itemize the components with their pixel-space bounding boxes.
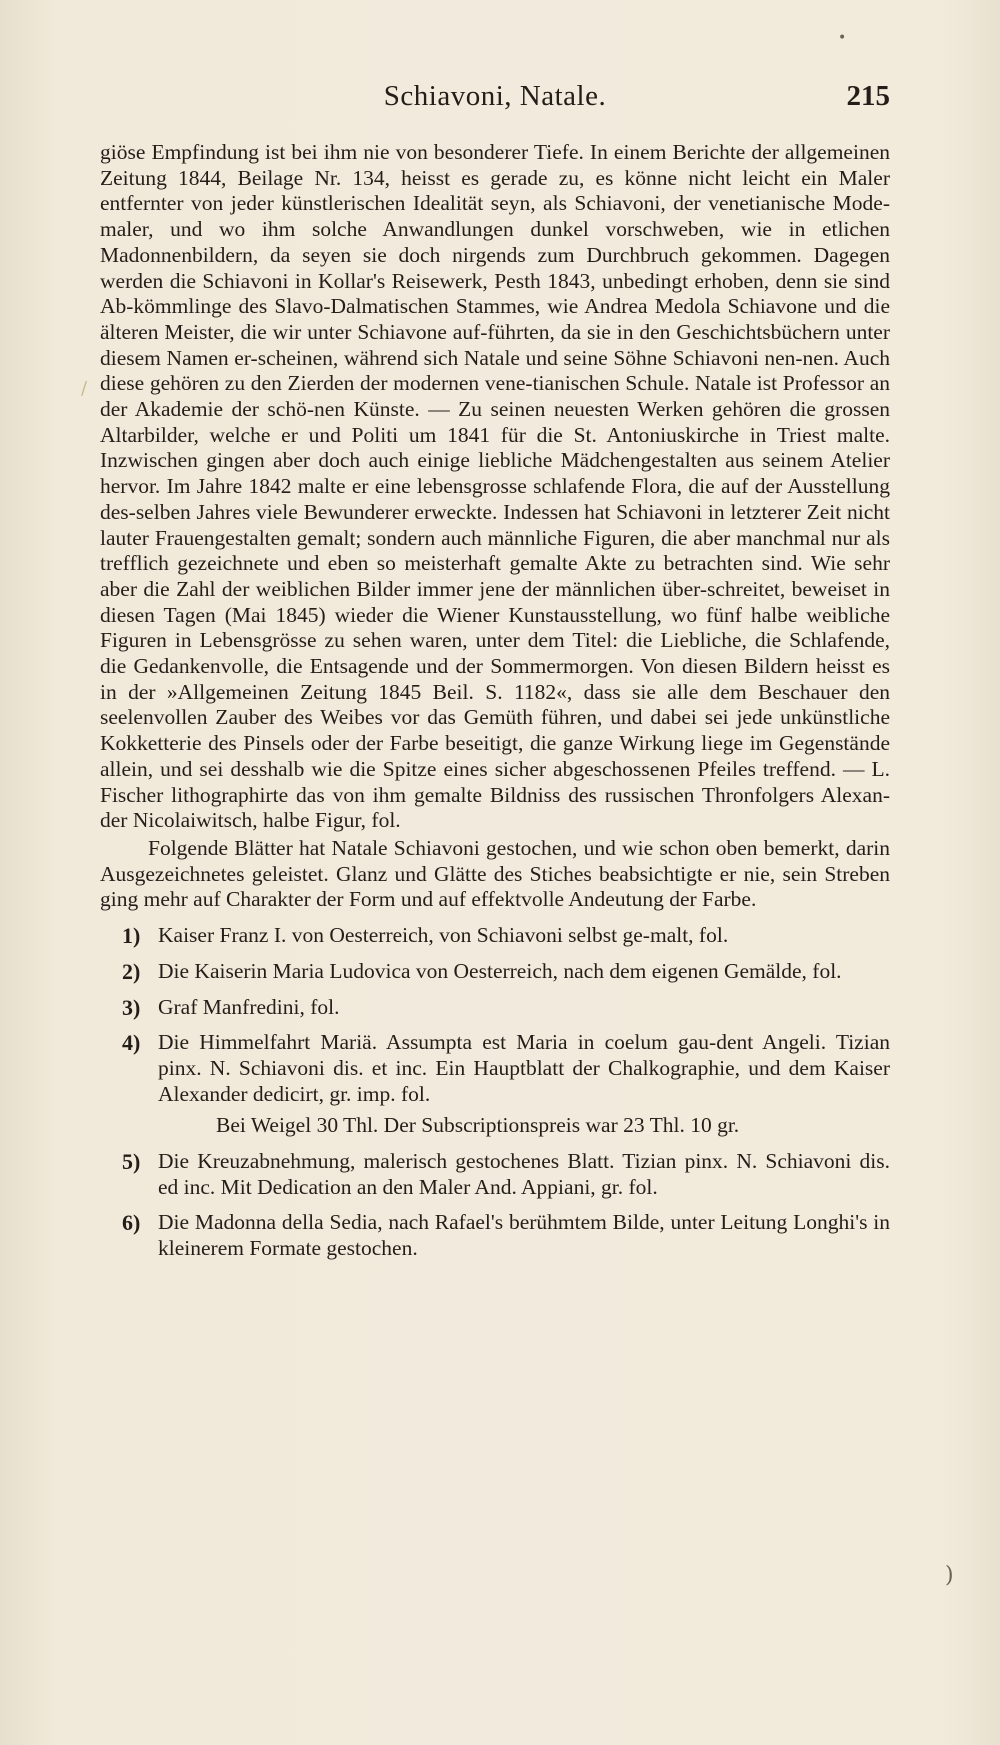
page-number: 215 — [846, 80, 890, 112]
paragraph-biography: giöse Empfindung ist bei ihm nie von besonderer Tiefe. In einem Berichte der allgemeinen Zeitung 1844, Beilage Nr. 134, heisst es gerade zu, es könne nicht leicht ein Maler entfernter von jeder künstlerischen Idealität seyn, als Schiavoni, der venetianische Mode-maler, und wo ihm solche Anwandlungen dunkel vorschweben, wie in etlichen Madonnenbildern, da seyen sie doch nirgends zum Durchbruch gekommen. Dagegen werden die Schiavoni in Kollar's Reisewerk, Pesth 1843, unbedingt erhoben, denn sie sind Ab-kömmlinge des Slavo-Dalmatischen Stammes, wie Andrea Medola Schiavone und die älteren Meister, die wir unter Schiavone auf-führten, da sie in den Geschichtsbüchern unter diesem Namen er-scheinen, während sich Natale und seine Söhne Schiavoni nen-nen. Auch diese gehören zu den Zierden der modernen vene-tianischen Schule. Natale ist Professor an der Akademie der schö-nen Künste. — Zu seinen neuesten Werken gehören die grossen Altarbilder, welche er und Politi um 1841 für die St. Antoniuskirche in Triest malte. Inzwischen gingen aber doch auch einige liebliche Mädchengestalten aus seinem Atelier hervor. Im Jahre 1842 malte er eine lebensgrosse schlafende Flora, die auf der Ausstellung des-selben Jahres viele Bewunderer erweckte. Indessen hat Schiavoni in letzterer Zeit nicht lauter Frauengestalten gemalt; sondern auch männliche Figuren, die aber manchmal nur als trefflich gezeichnete und eben so meisterhaft gemalte Akte zu betrachten sind. Wie sehr aber die Zahl der weiblichen Bilder immer jene der männlichen über-schreitet, beweiset in diesen Tagen (Mai 1845) wieder die Wiener Kunstausstellung, wo fünf halbe weibliche Figuren in Lebensgrösse zu sehen waren, unter dem Titel: die Liebliche, die Schlafende, die Gedankenvolle, die Entsagende und der Sommermorgen. Von diesen Bildern heisst es in der »Allgemeinen Zeitung 1845 Beil. S. 1182«, dass sie alle dem Beschauer den seelenvollen Zauber des Weibes vor das Gemüth führen, und dabei sei jede unkünstliche Kokketterie des Pinsels oder der Farbe beseitigt, die ganze Wirkung liege im Gegenstände allein, und sei desshalb wie die Spitze eines sicher abgeschossenen Pfeiles treffend. — L. Fischer lithographirte das von ihm gemalte Bildniss des russischen Thronfolgers Alexan-der Nicolaiwitsch, halbe Figur, fol. — [100, 140, 890, 833]
work-item — [100, 1149, 890, 1200]
work-number: 4) — [122, 1030, 141, 1056]
price-note: Bei Weigel 30 Thl. Der Subscriptionspreis war 23 Thl. 10 gr. — [216, 1113, 740, 1138]
pencil-mark-icon: / — [81, 378, 88, 399]
work-text: Die Kreuzabnehmung, malerisch gestochenes Blatt. Tizian pinx. N. Schiavoni dis. ed inc. Mit Dedication an den Maler And. Appiani, gr. fol. — [158, 1149, 890, 1199]
work-number: 3) — [122, 994, 141, 1020]
works-list — [100, 923, 890, 1262]
margin-mark-icon: ) — [945, 1563, 954, 1588]
work-item — [100, 923, 890, 949]
page-body — [100, 140, 890, 1262]
work-item — [100, 1210, 890, 1261]
work-text: Die Madonna della Sedia, nach Rafael's berühmtem Bilde, unter Leitung Longhi's in kleinerem Formate gestochen. — [158, 1210, 890, 1261]
page-header — [100, 80, 890, 120]
work-number: 5) — [122, 1149, 141, 1175]
work-number: 2) — [122, 958, 141, 984]
work-number: 6) — [122, 1210, 141, 1236]
work-text: Die Himmelfahrt Mariä. Assumpta est Maria in coelum gau-dent Angeli. Tizian pinx. N. Schiavoni dis. et inc. Ein Hauptblatt der Chalkographie, und dem Kaiser Alexander dedicirt, gr. imp. fol. — [158, 1030, 890, 1106]
work-item — [100, 959, 890, 985]
work-item — [100, 1030, 890, 1107]
running-title: Schiavoni, Natale. — [383, 80, 607, 112]
work-text: Graf Manfredini, fol. — [158, 994, 340, 1019]
work-number: 1) — [122, 923, 141, 949]
ink-speck-icon: • — [838, 30, 847, 46]
work-item — [100, 995, 890, 1021]
paragraph-engravings-intro: Folgende Blätter hat Natale Schiavoni gestochen, und wie schon oben bemerkt, darin Ausgezeichnetes geleistet. Glanz und Glätte des Stiches beabsichtigte er nie, sein Streben ging mehr auf Charakter der Form und auf effektvolle Andeutung der Farbe. — [100, 835, 890, 912]
work-text: Kaiser Franz I. von Oesterreich, von Schiavoni selbst ge-malt, fol. — [158, 923, 729, 948]
work-text: Die Kaiserin Maria Ludovica von Oesterreich, nach dem eigenen Gemälde, fol. — [158, 958, 842, 983]
